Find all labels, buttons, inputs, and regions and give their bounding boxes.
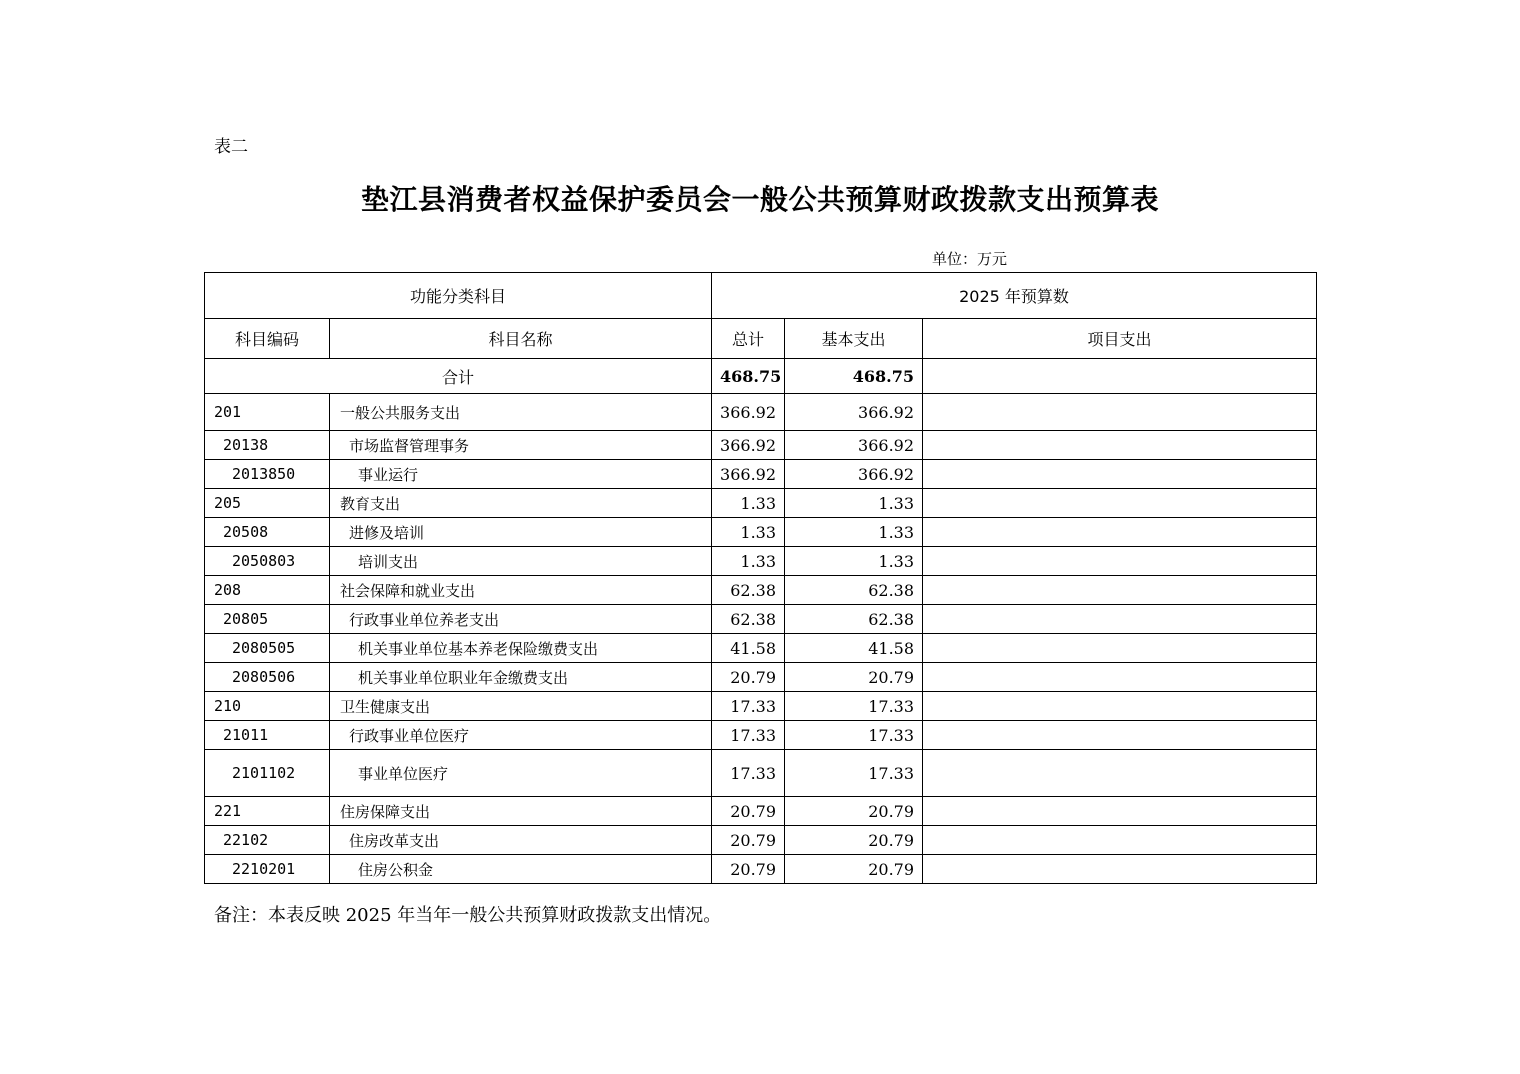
row-total: 1.33 [712, 518, 785, 547]
row-basic: 1.33 [785, 518, 923, 547]
row-project [923, 489, 1317, 518]
remark-note: 备注：本表反映 2025 年当年一般公共预算财政拨款支出情况。 [214, 905, 722, 926]
table-number-label: 表二 [214, 137, 248, 157]
row-total: 366.92 [712, 394, 785, 431]
row-code: 221 [205, 797, 330, 826]
row-name: 住房公积金 [330, 855, 712, 884]
row-basic: 1.33 [785, 547, 923, 576]
row-total: 366.92 [712, 431, 785, 460]
budget-table [204, 272, 1317, 884]
table-row [205, 576, 1317, 605]
document-title: 垫江县消费者权益保护委员会一般公共预算财政拨款支出预算表 [360, 183, 1159, 216]
row-total: 20.79 [712, 826, 785, 855]
row-total: 17.33 [712, 692, 785, 721]
row-project [923, 605, 1317, 634]
table-row [205, 855, 1317, 884]
row-name: 培训支出 [330, 547, 712, 576]
table-row [205, 547, 1317, 576]
table-row [205, 721, 1317, 750]
header-project: 项目支出 [923, 319, 1317, 359]
row-total: 20.79 [712, 855, 785, 884]
row-total: 20.79 [712, 663, 785, 692]
header-total: 总计 [712, 319, 785, 359]
row-basic: 1.33 [785, 489, 923, 518]
row-name: 机关事业单位职业年金缴费支出 [330, 663, 712, 692]
row-project [923, 394, 1317, 431]
row-name: 行政事业单位养老支出 [330, 605, 712, 634]
row-code: 2013850 [205, 460, 330, 489]
row-project [923, 547, 1317, 576]
row-project [923, 663, 1317, 692]
row-total: 62.38 [712, 605, 785, 634]
total-amount: 468.75 [712, 359, 785, 394]
row-basic: 62.38 [785, 576, 923, 605]
header-basic: 基本支出 [785, 319, 923, 359]
row-project [923, 460, 1317, 489]
row-code: 20508 [205, 518, 330, 547]
row-code: 2050803 [205, 547, 330, 576]
row-total: 1.33 [712, 489, 785, 518]
header-code: 科目编码 [205, 319, 330, 359]
row-total: 17.33 [712, 750, 785, 797]
row-code: 205 [205, 489, 330, 518]
row-project [923, 576, 1317, 605]
row-basic: 366.92 [785, 394, 923, 431]
row-name: 住房保障支出 [330, 797, 712, 826]
row-basic: 17.33 [785, 721, 923, 750]
row-basic: 366.92 [785, 431, 923, 460]
row-total: 1.33 [712, 547, 785, 576]
table-row [205, 431, 1317, 460]
table-row [205, 692, 1317, 721]
header-column-row [205, 319, 1317, 359]
row-project [923, 750, 1317, 797]
table-row [205, 634, 1317, 663]
row-code: 2080506 [205, 663, 330, 692]
row-name: 一般公共服务支出 [330, 394, 712, 431]
row-basic: 62.38 [785, 605, 923, 634]
row-name: 市场监督管理事务 [330, 431, 712, 460]
unit-note: 单位：万元 [932, 250, 1008, 268]
row-code: 208 [205, 576, 330, 605]
table-row [205, 826, 1317, 855]
row-total: 41.58 [712, 634, 785, 663]
row-code: 20805 [205, 605, 330, 634]
row-basic: 20.79 [785, 855, 923, 884]
row-code: 2210201 [205, 855, 330, 884]
table-row [205, 750, 1317, 797]
table-row [205, 605, 1317, 634]
row-code: 201 [205, 394, 330, 431]
row-code: 22102 [205, 826, 330, 855]
header-budget-year: 2025 年预算数 [712, 273, 1317, 319]
table-row [205, 460, 1317, 489]
row-code: 210 [205, 692, 330, 721]
header-name: 科目名称 [330, 319, 712, 359]
row-basic: 20.79 [785, 797, 923, 826]
row-total: 366.92 [712, 460, 785, 489]
row-name: 住房改革支出 [330, 826, 712, 855]
row-name: 行政事业单位医疗 [330, 721, 712, 750]
row-total: 17.33 [712, 721, 785, 750]
row-project [923, 431, 1317, 460]
row-basic: 17.33 [785, 750, 923, 797]
total-project [923, 359, 1317, 394]
row-project [923, 518, 1317, 547]
row-basic: 20.79 [785, 826, 923, 855]
row-code: 21011 [205, 721, 330, 750]
row-name: 机关事业单位基本养老保险缴费支出 [330, 634, 712, 663]
row-name: 卫生健康支出 [330, 692, 712, 721]
row-code: 20138 [205, 431, 330, 460]
table-body [205, 359, 1317, 884]
row-name: 社会保障和就业支出 [330, 576, 712, 605]
table-row [205, 394, 1317, 431]
row-basic: 20.79 [785, 663, 923, 692]
header-function-category: 功能分类科目 [205, 273, 712, 319]
table-row [205, 663, 1317, 692]
row-basic: 17.33 [785, 692, 923, 721]
table-row [205, 489, 1317, 518]
row-code: 2101102 [205, 750, 330, 797]
row-project [923, 855, 1317, 884]
total-basic: 468.75 [785, 359, 923, 394]
row-total: 62.38 [712, 576, 785, 605]
row-project [923, 634, 1317, 663]
row-code: 2080505 [205, 634, 330, 663]
table-row [205, 518, 1317, 547]
row-basic: 41.58 [785, 634, 923, 663]
table-row [205, 797, 1317, 826]
row-name: 进修及培训 [330, 518, 712, 547]
row-project [923, 797, 1317, 826]
total-label: 合计 [205, 359, 712, 394]
row-basic: 366.92 [785, 460, 923, 489]
row-name: 事业单位医疗 [330, 750, 712, 797]
row-total: 20.79 [712, 797, 785, 826]
row-project [923, 826, 1317, 855]
row-project [923, 721, 1317, 750]
header-group-row [205, 273, 1317, 319]
row-name: 事业运行 [330, 460, 712, 489]
row-project [923, 692, 1317, 721]
total-row [205, 359, 1317, 394]
row-name: 教育支出 [330, 489, 712, 518]
